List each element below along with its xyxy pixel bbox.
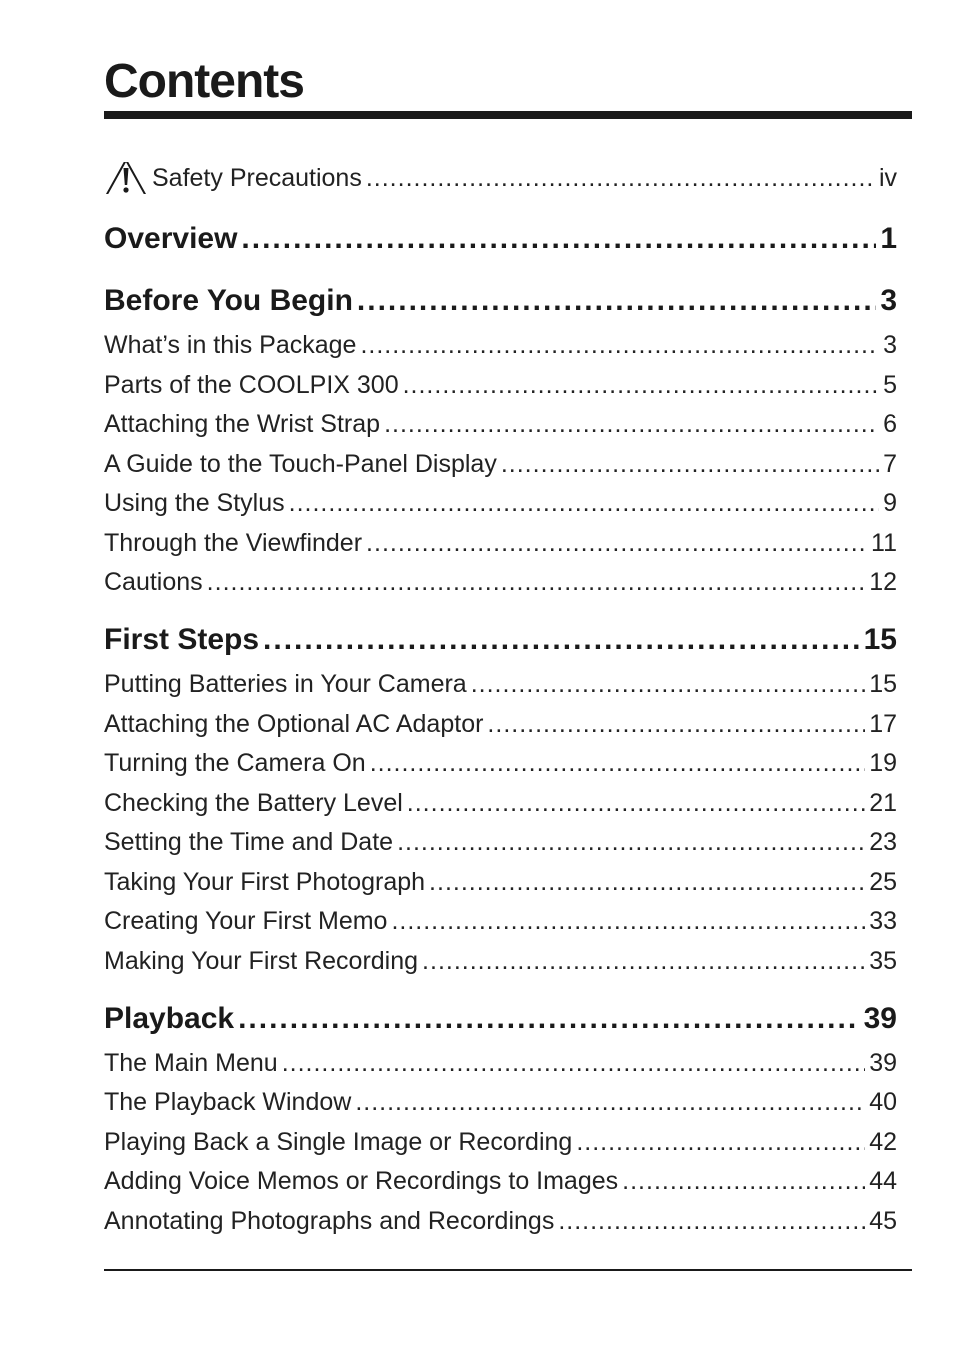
- toc-entry[interactable]: [104, 787, 897, 819]
- toc-entry[interactable]: [104, 1165, 897, 1197]
- toc-entry-page: iv: [878, 164, 897, 192]
- leader-dots: [366, 162, 875, 194]
- toc-entry[interactable]: [104, 329, 897, 361]
- toc-entry-label: Making Your First Recording: [104, 947, 419, 975]
- toc-entry-page: 7: [883, 450, 897, 478]
- toc-entry-label: Parts of the COOLPIX 300: [104, 371, 399, 399]
- toc-section-page: 15: [863, 623, 897, 656]
- toc-entry-page: 3: [883, 331, 897, 359]
- toc-entry-page: 40: [869, 1088, 897, 1116]
- toc-entry[interactable]: [104, 747, 897, 779]
- toc-entry-label: Attaching the Optional AC Adaptor: [104, 710, 484, 738]
- leader-dots: [384, 408, 879, 440]
- toc-entry-label: Setting the Time and Date: [104, 828, 394, 856]
- toc-entry-page: 23: [869, 828, 897, 856]
- toc-entry[interactable]: [104, 905, 897, 937]
- toc-entry-page: 5: [883, 371, 897, 399]
- leader-dots: [403, 369, 880, 401]
- toc-entry-label: Through the Viewfinder: [104, 529, 363, 557]
- toc-entry-safety-precautions[interactable]: [104, 162, 897, 194]
- toc-entry-label: Playing Back a Single Image or Recording: [104, 1128, 573, 1156]
- toc-entry-label: What’s in this Package: [104, 331, 357, 359]
- toc-entry-page: 9: [883, 489, 897, 517]
- footer-rule: [104, 1269, 912, 1271]
- toc-entry[interactable]: [104, 448, 897, 480]
- leader-dots: [487, 708, 865, 740]
- toc-entry-label: Creating Your First Memo: [104, 907, 388, 935]
- toc-section-page: 39: [863, 1002, 897, 1035]
- leader-dots: [357, 282, 876, 320]
- toc-entry-page: 33: [869, 907, 897, 935]
- toc-entry[interactable]: [104, 668, 897, 700]
- toc-entry-label: Taking Your First Photograph: [104, 868, 426, 896]
- toc-entry-page: 21: [869, 789, 897, 817]
- title-rule: [104, 111, 912, 119]
- toc-entry-label: A Guide to the Touch-Panel Display: [104, 450, 497, 478]
- toc-entry-label: The Playback Window: [104, 1088, 352, 1116]
- leader-dots: [576, 1126, 865, 1158]
- toc-entry[interactable]: [104, 527, 897, 559]
- toc-entry-page: 6: [883, 410, 897, 438]
- toc-entry[interactable]: [104, 408, 897, 440]
- toc-section-title: Overview: [104, 222, 238, 255]
- leader-dots: [263, 621, 860, 659]
- toc-entry-page: 19: [869, 749, 897, 777]
- toc-entry-label: Turning the Camera On: [104, 749, 366, 777]
- toc-entry[interactable]: [104, 369, 897, 401]
- leader-dots: [289, 487, 879, 519]
- leader-dots: [558, 1205, 865, 1237]
- toc-entry[interactable]: [104, 866, 897, 898]
- page-title: Contents: [104, 55, 304, 108]
- toc-entry[interactable]: [104, 487, 897, 519]
- toc-entry-label: Using the Stylus: [104, 489, 285, 517]
- toc-entry-page: 12: [869, 568, 897, 596]
- leader-dots: [407, 787, 865, 819]
- toc-entry[interactable]: [104, 1086, 897, 1118]
- toc-entry[interactable]: [104, 566, 897, 598]
- toc-entry-page: 11: [871, 529, 897, 557]
- leader-dots: [360, 329, 879, 361]
- toc-entry-page: 39: [869, 1049, 897, 1077]
- toc-entry[interactable]: [104, 708, 897, 740]
- leader-dots: [397, 826, 865, 858]
- leader-dots: [355, 1086, 865, 1118]
- toc-section-page: 1: [880, 222, 897, 255]
- toc-section-before-you-begin[interactable]: [104, 282, 897, 320]
- toc-entry[interactable]: [104, 826, 897, 858]
- toc-entry-label: Safety Precautions: [152, 164, 362, 192]
- toc-entry-page: 44: [869, 1167, 897, 1195]
- leader-dots: [370, 747, 865, 779]
- toc-entry-page: 15: [869, 670, 897, 698]
- toc-entry-label: Annotating Photographs and Recordings: [104, 1207, 555, 1235]
- toc-entry-page: 35: [869, 947, 897, 975]
- leader-dots: [207, 566, 866, 598]
- leader-dots: [471, 668, 865, 700]
- toc-entry-page: 17: [869, 710, 897, 738]
- leader-dots: [238, 1000, 860, 1038]
- toc-entry-label: Checking the Battery Level: [104, 789, 403, 817]
- toc-entry[interactable]: [104, 1205, 897, 1237]
- toc-section-title: Playback: [104, 1002, 235, 1035]
- toc-section-playback[interactable]: [104, 1000, 897, 1038]
- leader-dots: [501, 448, 879, 480]
- toc-entry[interactable]: [104, 1126, 897, 1158]
- toc-entry-label: Attaching the Wrist Strap: [104, 410, 381, 438]
- toc-entry[interactable]: [104, 945, 897, 977]
- toc-entry-label: Cautions: [104, 568, 203, 596]
- toc-section-title: First Steps: [104, 623, 260, 656]
- toc-entry-page: 42: [869, 1128, 897, 1156]
- toc-entry-page: 25: [869, 868, 897, 896]
- warning-triangle-icon: [104, 162, 148, 194]
- toc-section-first-steps[interactable]: [104, 621, 897, 659]
- toc-section-overview[interactable]: [104, 220, 897, 258]
- toc-section-page: 3: [880, 284, 897, 317]
- leader-dots: [366, 527, 867, 559]
- leader-dots: [282, 1047, 865, 1079]
- toc-entry-page: 45: [869, 1207, 897, 1235]
- toc-section-title: Before You Begin: [104, 284, 353, 317]
- toc-entry-label: The Main Menu: [104, 1049, 278, 1077]
- leader-dots: [429, 866, 865, 898]
- leader-dots: [622, 1165, 865, 1197]
- leader-dots: [422, 945, 865, 977]
- leader-dots: [241, 220, 876, 258]
- toc-entry[interactable]: [104, 1047, 897, 1079]
- leader-dots: [391, 905, 865, 937]
- toc-entry-label: Adding Voice Memos or Recordings to Images: [104, 1167, 619, 1195]
- toc-entry-label: Putting Batteries in Your Camera: [104, 670, 467, 698]
